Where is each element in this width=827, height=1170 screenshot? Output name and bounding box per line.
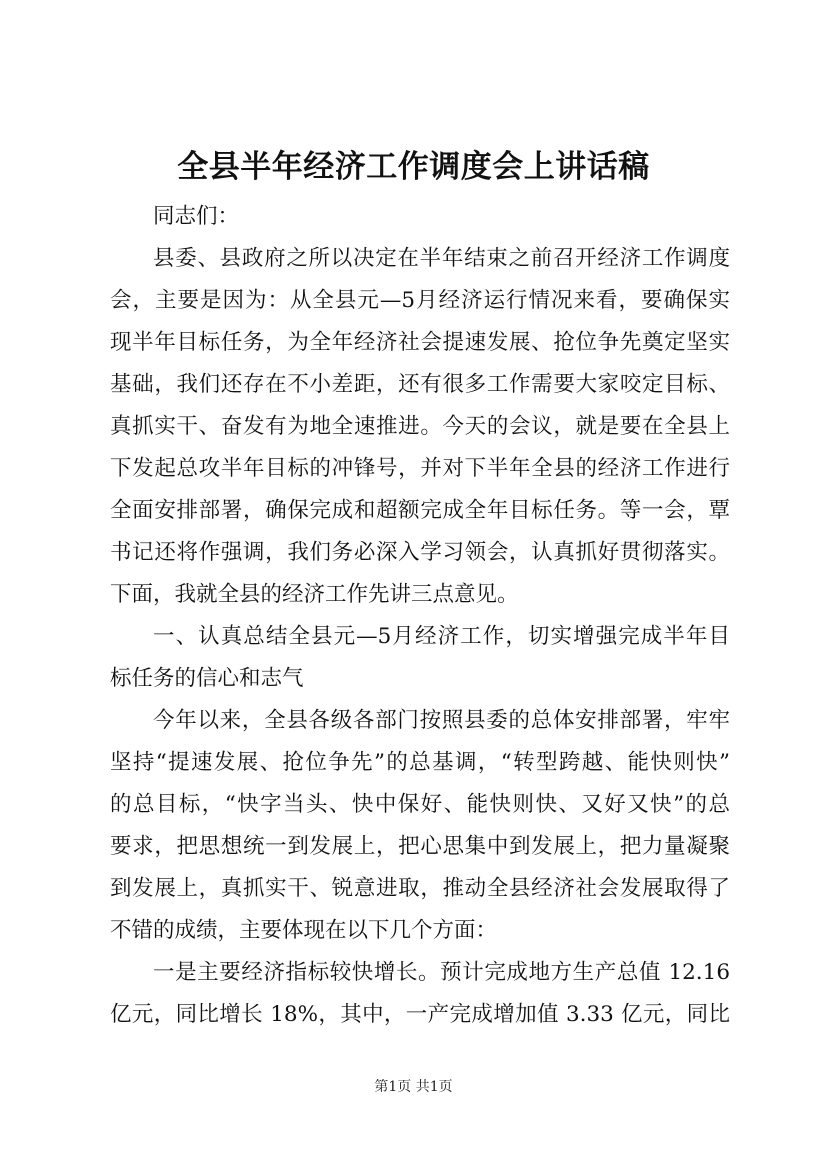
body-line: 同志们：	[153, 204, 240, 229]
document-title: 全县半年经济工作调度会上讲话稿	[177, 149, 650, 185]
section-heading-line: 一、认真总结全县元—5月经济工作，切实增强完成半年目	[153, 624, 730, 649]
body-line: 县委、县政府之所以决定在半年结束之前召开经济工作调度	[153, 246, 730, 271]
body-line: 会，主要是因为：从全县元—5月经济运行情况来看，要确保实	[110, 288, 730, 313]
body-line: 不错的成绩，主要体现在以下几个方面：	[110, 918, 498, 943]
body-line: 现半年目标任务，为全年经济社会提速发展、抢位争先奠定坚实	[110, 330, 730, 355]
body-line: 书记还将作强调，我们务必深入学习领会，认真抓好贯彻落实。	[110, 540, 730, 565]
page-footer	[0, 1077, 827, 1097]
page-number-label: 第1页 共1页	[374, 1079, 453, 1095]
body-line: 基础，我们还存在不小差距，还有很多工作需要大家咬定目标、	[110, 372, 730, 397]
body-line: 亿元，同比增长 18%，其中，一产完成增加值 3.33 亿元，同比	[110, 1002, 730, 1027]
body-line: 一是主要经济指标较快增长。预计完成地方生产总值 12.16	[153, 960, 730, 985]
body-line: 下发起总攻半年目标的冲锋号，并对下半年全县的经济工作进行	[110, 456, 730, 481]
body-line: 全面安排部署，确保完成和超额完成全年目标任务。等一会，覃	[110, 498, 730, 523]
body-line: 要求，把思想统一到发展上，把心思集中到发展上，把力量凝聚	[110, 834, 730, 859]
document-body	[110, 196, 730, 1036]
body-line: 到发展上，真抓实干、锐意进取，推动全县经济社会发展取得了	[110, 876, 730, 901]
body-line: 的总目标，“快字当头、快中保好、能快则快、又好又快”的总	[110, 792, 730, 817]
body-line: 坚持“提速发展、抢位争先”的总基调，“转型跨越、能快则快”	[110, 750, 730, 775]
body-line: 今年以来，全县各级各部门按照县委的总体安排部署，牢牢	[153, 708, 730, 733]
body-line: 真抓实干、奋发有为地全速推进。今天的会议，就是要在全县上	[110, 414, 730, 439]
body-line: 下面，我就全县的经济工作先讲三点意见。	[110, 582, 519, 607]
section-heading-line: 标任务的信心和志气	[110, 666, 304, 691]
